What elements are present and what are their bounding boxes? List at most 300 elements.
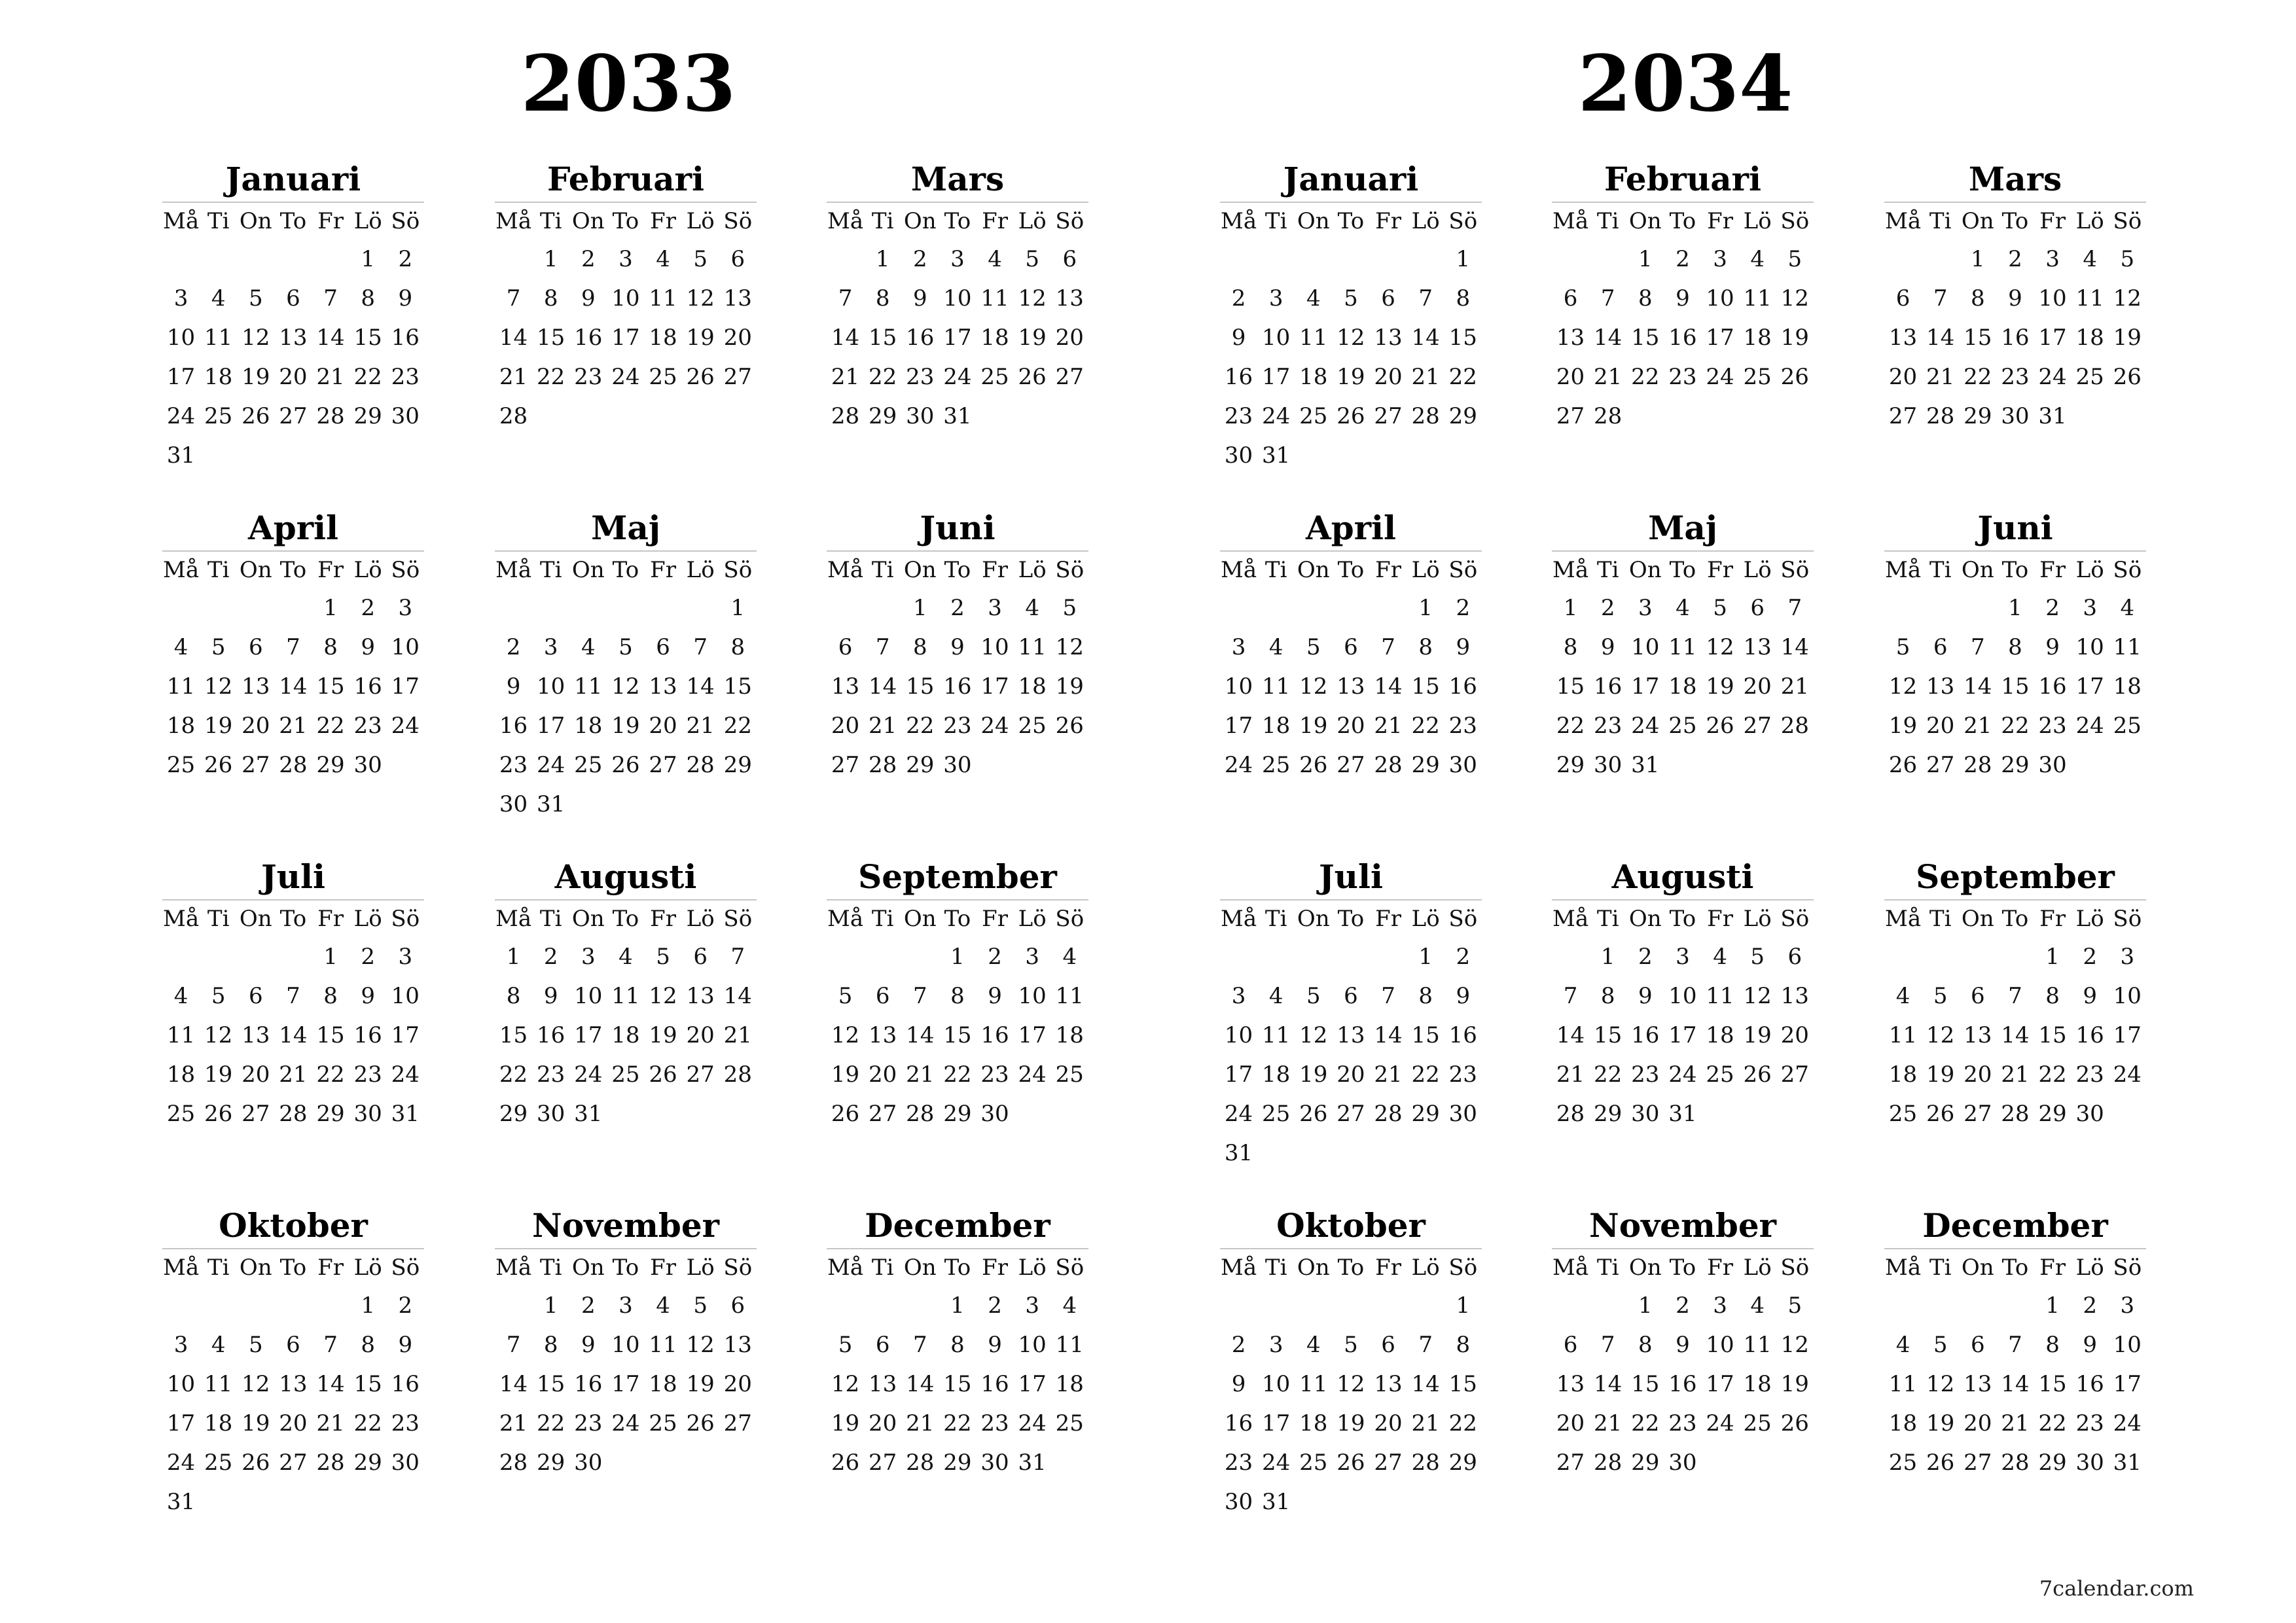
weekday-label: On [1628, 208, 1662, 234]
day-cell: 28 [1926, 403, 1955, 429]
day-cell: 14 [1926, 325, 1955, 351]
empty-day-cell [1370, 937, 1407, 976]
day-cell: 30 [2038, 752, 2067, 778]
weekday-label: Fr [2039, 906, 2066, 932]
day-cell: 28 [2001, 1450, 2030, 1476]
empty-day-cell [200, 1482, 237, 1522]
day-cell: 10 [1706, 285, 1734, 312]
day-cell: 3 [1713, 246, 1727, 272]
empty-day-cell [1220, 937, 1257, 976]
day-cell: 11 [1299, 1371, 1328, 1397]
empty-day-cell [1552, 240, 1589, 279]
empty-day-cell [1884, 588, 1922, 628]
day-cell: 16 [391, 1371, 420, 1397]
day-cell: 25 [204, 1450, 233, 1476]
day-cell: 28 [1556, 1101, 1585, 1127]
weekday-label: Fr [317, 906, 344, 932]
weekday-header-row [1220, 1249, 1482, 1286]
month-block [1220, 1204, 1482, 1537]
weekday-label: Lö [1743, 208, 1772, 234]
day-cell: 24 [2038, 364, 2067, 390]
weekday-label: Lö [1411, 1255, 1440, 1281]
day-cell: 26 [1780, 364, 1809, 390]
week-row [1552, 667, 1814, 706]
day-cell: 29 [943, 1450, 972, 1476]
day-cell: 31 [943, 403, 972, 429]
empty-day-cell [719, 1443, 757, 1482]
day-cell: 4 [656, 1293, 670, 1319]
weekday-header-row [827, 552, 1088, 588]
day-cell: 3 [1025, 944, 1039, 970]
empty-day-cell [1332, 240, 1369, 279]
day-cell: 30 [2075, 1450, 2104, 1476]
day-cell: 5 [1750, 944, 1765, 970]
weekday-header-row [827, 1249, 1088, 1286]
day-cell: 24 [1706, 364, 1734, 390]
weekday-label: Fr [1375, 208, 1401, 234]
weekday-header-row [1220, 203, 1482, 240]
day-cell: 9 [950, 634, 965, 660]
weekday-label: To [1337, 557, 1365, 583]
day-cell: 11 [649, 285, 677, 312]
weekday-label: On [571, 208, 605, 234]
day-cell: 7 [1418, 285, 1433, 312]
day-cell: 24 [1018, 1410, 1047, 1436]
day-cell: 30 [1448, 1101, 1477, 1127]
day-cell: 14 [723, 983, 752, 1009]
empty-day-cell [607, 588, 644, 628]
day-cell: 28 [1964, 752, 1992, 778]
day-cell: 29 [1448, 403, 1477, 429]
day-cell: 11 [1706, 983, 1734, 1009]
empty-day-cell [864, 937, 901, 976]
weekday-label: Sö [2113, 1255, 2142, 1281]
day-cell: 3 [1268, 285, 1283, 312]
empty-day-cell [1370, 1286, 1407, 1325]
week-row [495, 628, 757, 667]
day-cell: 6 [286, 285, 300, 312]
day-cell: 17 [391, 1022, 420, 1048]
day-cell: 8 [323, 634, 338, 660]
day-cell: 19 [1299, 1061, 1328, 1088]
weekday-label: Fr [1707, 557, 1733, 583]
day-cell: 7 [506, 1332, 521, 1358]
day-cell: 6 [1563, 285, 1578, 312]
day-cell: 19 [1336, 1410, 1365, 1436]
day-cell: 8 [950, 1332, 965, 1358]
day-cell: 6 [1970, 1332, 1985, 1358]
weekday-label: Sö [1780, 208, 1810, 234]
empty-day-cell [495, 1286, 532, 1325]
day-cell: 22 [2001, 713, 2030, 739]
day-cell: 23 [499, 752, 528, 778]
day-cell: 13 [723, 285, 752, 312]
day-cell: 21 [1556, 1061, 1585, 1088]
week-row [162, 1404, 424, 1443]
weekday-label: Lö [1018, 1255, 1047, 1281]
day-cell: 11 [1743, 285, 1772, 312]
day-cell: 12 [1299, 673, 1328, 700]
month-name: Maj [591, 508, 660, 547]
day-cell: 19 [1780, 1371, 1809, 1397]
day-cell: 20 [242, 713, 270, 739]
week-row [1884, 628, 2146, 667]
day-cell: 25 [1668, 713, 1697, 739]
day-cell: 15 [943, 1371, 972, 1397]
month-block [162, 1204, 424, 1537]
day-cell: 18 [1888, 1061, 1918, 1088]
day-cell: 20 [1964, 1061, 1992, 1088]
day-cell: 26 [831, 1101, 860, 1127]
day-cell: 17 [2113, 1022, 2142, 1048]
day-cell: 1 [1600, 944, 1615, 970]
weekday-label: On [571, 1255, 605, 1281]
day-cell: 19 [1055, 673, 1084, 700]
empty-day-cell [682, 1443, 719, 1482]
empty-day-cell [1776, 745, 1814, 785]
weekday-label: Må [1552, 557, 1589, 583]
day-cell: 25 [1262, 1101, 1291, 1127]
day-cell: 1 [323, 944, 338, 970]
day-cell: 15 [353, 1371, 382, 1397]
week-row [1884, 1364, 2146, 1404]
day-cell: 22 [869, 364, 897, 390]
empty-day-cell [237, 436, 274, 475]
day-cell: 3 [1025, 1293, 1039, 1319]
day-cell: 26 [1299, 752, 1328, 778]
day-cell: 10 [1262, 1371, 1291, 1397]
empty-day-cell [1444, 1133, 1482, 1173]
day-cell: 18 [166, 713, 196, 739]
day-cell: 12 [686, 1332, 715, 1358]
day-cell: 16 [1224, 1410, 1253, 1436]
day-cell: 27 [686, 1061, 715, 1088]
day-cell: 5 [619, 634, 633, 660]
week-row [827, 588, 1088, 628]
day-cell: 21 [831, 364, 860, 390]
day-cell: 26 [242, 1450, 270, 1476]
empty-day-cell [682, 785, 719, 824]
empty-day-cell [645, 1443, 682, 1482]
day-cell: 14 [316, 1371, 345, 1397]
day-cell: 29 [537, 1450, 565, 1476]
weekday-label: Fr [982, 557, 1008, 583]
weekday-label: Ti [1596, 906, 1619, 932]
empty-day-cell [1014, 1094, 1051, 1133]
week-row [1884, 1443, 2146, 1482]
day-cell: 7 [1600, 285, 1615, 312]
day-cell: 29 [1411, 752, 1440, 778]
day-cell: 24 [574, 1061, 603, 1088]
day-cell: 13 [686, 983, 715, 1009]
day-cell: 3 [1713, 1293, 1727, 1319]
day-cell: 22 [1556, 713, 1585, 739]
day-cell: 10 [2075, 634, 2104, 660]
day-cell: 12 [1780, 285, 1809, 312]
weekday-label: Fr [2039, 1255, 2066, 1281]
day-cell: 20 [649, 713, 677, 739]
weekday-label: To [2001, 208, 2029, 234]
day-cell: 25 [1299, 1450, 1328, 1476]
day-cell: 6 [1344, 634, 1358, 660]
week-row [495, 240, 757, 279]
day-cell: 28 [2001, 1101, 2030, 1127]
day-cell: 25 [1743, 1410, 1772, 1436]
day-cell: 9 [2083, 983, 2097, 1009]
day-cell: 26 [242, 403, 270, 429]
week-row [1220, 279, 1482, 318]
empty-day-cell [1407, 1133, 1444, 1173]
day-cell: 20 [869, 1410, 897, 1436]
day-cell: 4 [1025, 595, 1039, 621]
weekday-label: Fr [1375, 906, 1401, 932]
day-cell: 5 [1787, 246, 1803, 272]
week-row [1884, 279, 2146, 318]
day-cell: 5 [656, 944, 670, 970]
weekday-label: To [1669, 208, 1696, 234]
empty-day-cell [1332, 1133, 1369, 1173]
weekday-header-row [162, 1249, 424, 1286]
day-cell: 6 [730, 1293, 745, 1319]
day-cell: 13 [1336, 673, 1365, 700]
week-row [1884, 1055, 2146, 1094]
day-cell: 20 [723, 1371, 752, 1397]
empty-day-cell [2109, 397, 2146, 436]
day-cell: 30 [499, 791, 528, 817]
day-cell: 2 [950, 595, 965, 621]
day-cell: 1 [1638, 1293, 1653, 1319]
day-cell: 1 [1563, 595, 1578, 621]
week-row [827, 976, 1088, 1016]
month-name: September [858, 857, 1057, 896]
weekday-label: Må [163, 1255, 200, 1281]
day-cell: 20 [723, 325, 752, 351]
month-block [1552, 855, 1814, 1188]
day-cell: 26 [686, 1410, 715, 1436]
day-cell: 28 [906, 1101, 935, 1127]
weekday-label: Fr [982, 208, 1008, 234]
footer-site-name[interactable]: 7calendar.com [2039, 1576, 2194, 1601]
weekday-label: Må [1885, 906, 1922, 932]
empty-day-cell [1626, 397, 1664, 436]
day-cell: 15 [1964, 325, 1992, 351]
week-row [1220, 1482, 1482, 1522]
empty-day-cell [237, 588, 274, 628]
weekday-label: Lö [686, 906, 715, 932]
day-cell: 17 [1668, 1022, 1697, 1048]
day-cell: 4 [173, 634, 188, 660]
week-row [1552, 706, 1814, 745]
day-cell: 15 [499, 1022, 528, 1048]
day-cell: 11 [1888, 1371, 1918, 1397]
day-cell: 4 [1676, 595, 1690, 621]
empty-day-cell [1884, 937, 1922, 976]
weekday-label: To [2001, 906, 2029, 932]
day-cell: 22 [723, 713, 752, 739]
day-cell: 13 [1374, 1371, 1403, 1397]
day-cell: 31 [1262, 442, 1291, 469]
day-cell: 14 [1374, 673, 1403, 700]
weekday-label: To [1669, 906, 1696, 932]
day-cell: 30 [574, 1450, 603, 1476]
week-row [1884, 588, 2146, 628]
weekday-label: Fr [2039, 557, 2066, 583]
weekday-label: To [612, 1255, 639, 1281]
day-cell: 28 [499, 403, 528, 429]
weekday-label: Ti [207, 557, 230, 583]
day-cell: 6 [1787, 944, 1803, 970]
week-row [827, 397, 1088, 436]
day-cell: 13 [723, 1332, 752, 1358]
month-block [1220, 506, 1482, 840]
weekday-label: Fr [650, 557, 676, 583]
weekday-label: Ti [1596, 557, 1619, 583]
day-cell: 30 [537, 1101, 565, 1127]
day-cell: 10 [2038, 285, 2067, 312]
week-row [1552, 357, 1814, 397]
week-row [1884, 357, 2146, 397]
day-cell: 28 [869, 752, 897, 778]
weekday-label: Må [163, 906, 200, 932]
day-cell: 9 [912, 285, 927, 312]
day-cell: 7 [323, 1332, 338, 1358]
day-cell: 2 [988, 944, 1002, 970]
day-cell: 5 [248, 285, 263, 312]
week-row [162, 1094, 424, 1133]
day-cell: 20 [1964, 1410, 1992, 1436]
weekday-label: Lö [353, 557, 382, 583]
day-cell: 11 [166, 673, 196, 700]
day-cell: 8 [543, 285, 558, 312]
empty-day-cell [274, 240, 312, 279]
day-cell: 4 [211, 285, 226, 312]
day-cell: 29 [316, 1101, 345, 1127]
day-cell: 13 [1888, 325, 1918, 351]
day-cell: 20 [1336, 1061, 1365, 1088]
day-cell: 19 [1706, 673, 1734, 700]
day-cell: 5 [693, 246, 708, 272]
empty-day-cell [387, 745, 424, 785]
weekday-label: Må [163, 557, 200, 583]
day-cell: 14 [1964, 673, 1992, 700]
weekday-label: On [1297, 557, 1330, 583]
empty-day-cell [1257, 1286, 1295, 1325]
empty-day-cell [1959, 937, 1996, 976]
day-cell: 6 [730, 246, 745, 272]
day-cell: 17 [1224, 1061, 1253, 1088]
day-cell: 8 [1418, 983, 1433, 1009]
day-cell: 8 [1563, 634, 1578, 660]
day-cell: 6 [656, 634, 670, 660]
week-row [162, 706, 424, 745]
day-cell: 16 [1224, 364, 1253, 390]
day-cell: 1 [1456, 1293, 1471, 1319]
day-cell: 23 [943, 713, 972, 739]
day-cell: 25 [1018, 713, 1047, 739]
day-cell: 29 [353, 1450, 382, 1476]
day-cell: 5 [1787, 1293, 1803, 1319]
weekday-header-row [495, 203, 757, 240]
weekday-label: Sö [1448, 208, 1478, 234]
day-cell: 18 [574, 713, 603, 739]
month-block [1552, 157, 1814, 491]
empty-day-cell [350, 436, 387, 475]
month-name: April [247, 508, 339, 547]
day-cell: 17 [611, 325, 640, 351]
day-cell: 15 [537, 1371, 565, 1397]
empty-day-cell [1407, 240, 1444, 279]
day-cell: 20 [1556, 1410, 1585, 1436]
day-cell: 31 [166, 1489, 196, 1515]
day-cell: 7 [1600, 1332, 1615, 1358]
weekday-label: Sö [391, 208, 420, 234]
weekday-label: Fr [2039, 208, 2066, 234]
day-cell: 19 [204, 1061, 233, 1088]
weekday-label: Må [495, 906, 532, 932]
empty-day-cell [1407, 436, 1444, 475]
day-cell: 26 [831, 1450, 860, 1476]
week-row [1884, 976, 2146, 1016]
day-cell: 8 [2045, 983, 2060, 1009]
day-cell: 8 [1600, 983, 1615, 1009]
week-row [1884, 745, 2146, 785]
day-cell: 14 [1594, 1371, 1623, 1397]
day-cell: 14 [906, 1371, 935, 1397]
day-cell: 25 [1055, 1061, 1084, 1088]
day-cell: 28 [1374, 1101, 1403, 1127]
day-cell: 19 [242, 1410, 270, 1436]
weekday-header-row [1220, 901, 1482, 937]
day-cell: 16 [1668, 325, 1697, 351]
weekday-header-row [1884, 203, 2146, 240]
weekday-label: Ti [1265, 208, 1287, 234]
empty-day-cell [607, 1094, 644, 1133]
week-row [162, 397, 424, 436]
day-cell: 15 [943, 1022, 972, 1048]
day-cell: 22 [353, 1410, 382, 1436]
day-cell: 13 [1964, 1371, 1992, 1397]
day-cell: 17 [2075, 673, 2104, 700]
weekday-header-row [495, 1249, 757, 1286]
weekday-label: Lö [353, 906, 382, 932]
month-name: Juni [920, 508, 996, 547]
empty-day-cell [200, 240, 237, 279]
day-cell: 12 [1706, 634, 1734, 660]
weekday-label: Ti [1265, 557, 1287, 583]
day-cell: 7 [1970, 634, 1985, 660]
day-cell: 16 [943, 673, 972, 700]
day-cell: 11 [1018, 634, 1047, 660]
empty-day-cell [1552, 1286, 1589, 1325]
week-row [1884, 1286, 2146, 1325]
day-cell: 4 [581, 634, 596, 660]
day-cell: 13 [1780, 983, 1809, 1009]
day-cell: 8 [875, 285, 890, 312]
day-cell: 22 [1411, 1061, 1440, 1088]
day-cell: 4 [211, 1332, 226, 1358]
day-cell: 27 [649, 752, 677, 778]
day-cell: 24 [2075, 713, 2104, 739]
week-row [495, 318, 757, 357]
week-row [827, 279, 1088, 318]
day-cell: 1 [543, 1293, 558, 1319]
day-cell: 9 [1231, 1371, 1246, 1397]
day-cell: 23 [2001, 364, 2030, 390]
day-cell: 28 [1594, 1450, 1623, 1476]
day-cell: 6 [1750, 595, 1765, 621]
day-cell: 8 [1456, 285, 1471, 312]
empty-day-cell [237, 240, 274, 279]
